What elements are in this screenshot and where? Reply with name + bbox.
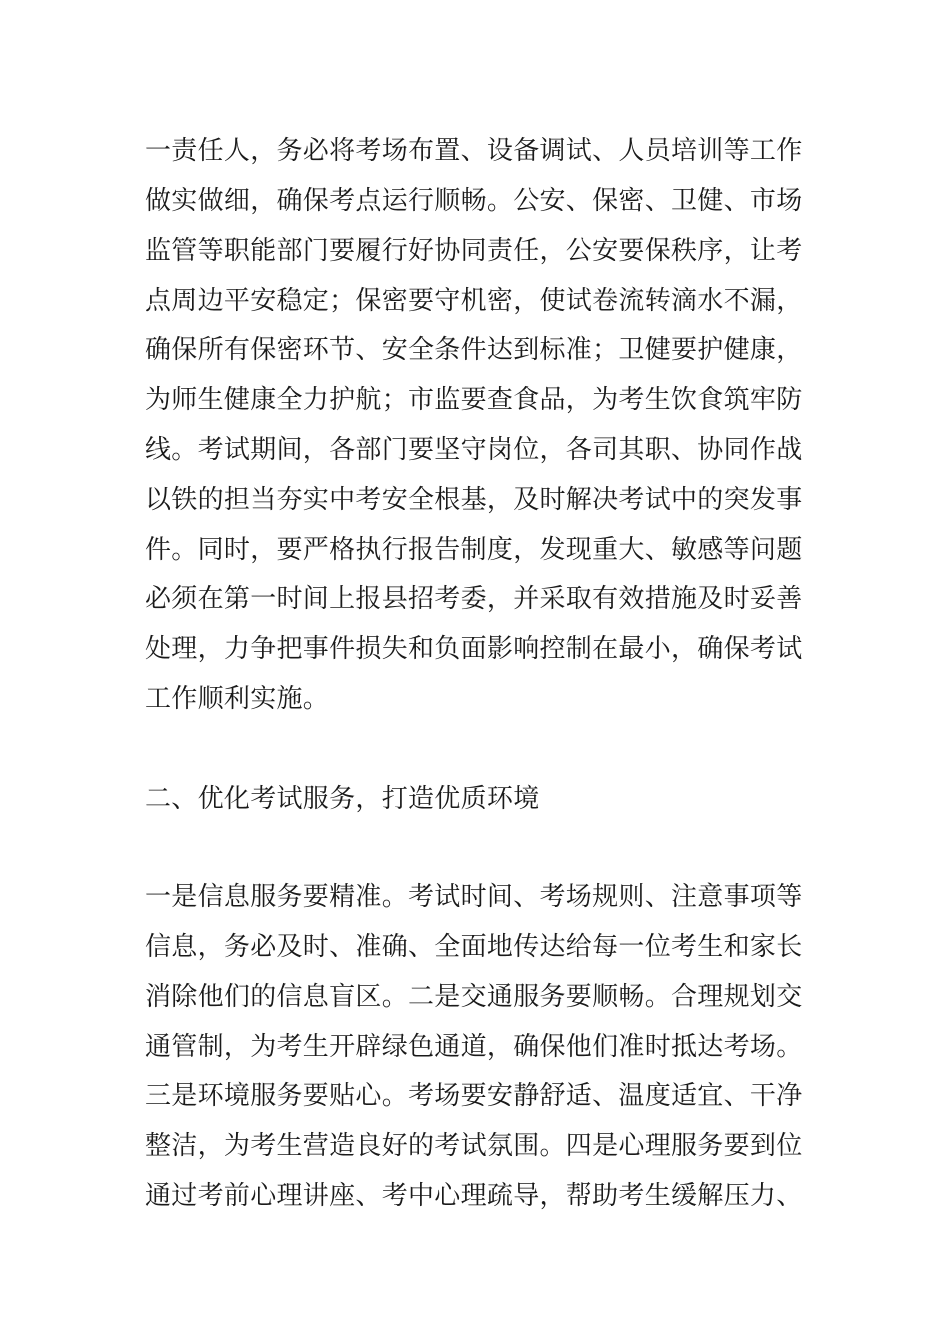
text-line: 工作顺利实施。 <box>145 684 330 714</box>
text-line: 通过考前心理讲座、考中心理疏导，帮助考生缓解压力、 <box>145 1181 803 1211</box>
text-line: 点周边平安稳定；保密要守机密，使试卷流转滴水不漏， <box>145 286 803 316</box>
text-line: 通管制，为考生开辟绿色通道，确保他们准时抵达考场。 <box>145 1032 803 1062</box>
section-heading: 二、优化考试服务，打造优质环境 <box>145 784 540 814</box>
text-line: 做实做细，确保考点运行顺畅。公安、保密、卫健、市场 <box>145 186 803 216</box>
text-line: 整洁，为考生营造良好的考试氛围。四是心理服务要到位 <box>145 1131 803 1161</box>
text-line: 必须在第一时间上报县招考委，并采取有效措施及时妥善 <box>145 584 803 614</box>
text-line: 为师生健康全力护航；市监要查食品，为考生饮食筑牢防 <box>145 385 803 415</box>
text-line: 一是信息服务要精准。考试时间、考场规则、注意事项等 <box>145 882 803 912</box>
text-line: 线。考试期间，各部门要坚守岗位，各司其职、协同作战 <box>145 435 803 465</box>
text-line: 以铁的担当夯实中考安全根基，及时解决考试中的突发事 <box>145 485 803 515</box>
text-line: 确保所有保密环节、安全条件达到标准；卫健要护健康， <box>145 335 803 365</box>
text-line: 监管等职能部门要履行好协同责任，公安要保秩序，让考 <box>145 236 803 266</box>
text-line: 件。同时，要严格执行报告制度，发现重大、敏感等问题 <box>145 535 803 565</box>
text-line: 消除他们的信息盲区。二是交通服务要顺畅。合理规划交 <box>145 982 803 1012</box>
text-line: 处理，力争把事件损失和负面影响控制在最小，确保考试 <box>145 634 803 664</box>
text-line: 三是环境服务要贴心。考场要安静舒适、温度适宜、干净 <box>145 1081 803 1111</box>
text-line: 信息，务必及时、准确、全面地传达给每一位考生和家长 <box>145 932 803 962</box>
text-line: 一责任人，务必将考场布置、设备调试、人员培训等工作 <box>145 136 803 166</box>
